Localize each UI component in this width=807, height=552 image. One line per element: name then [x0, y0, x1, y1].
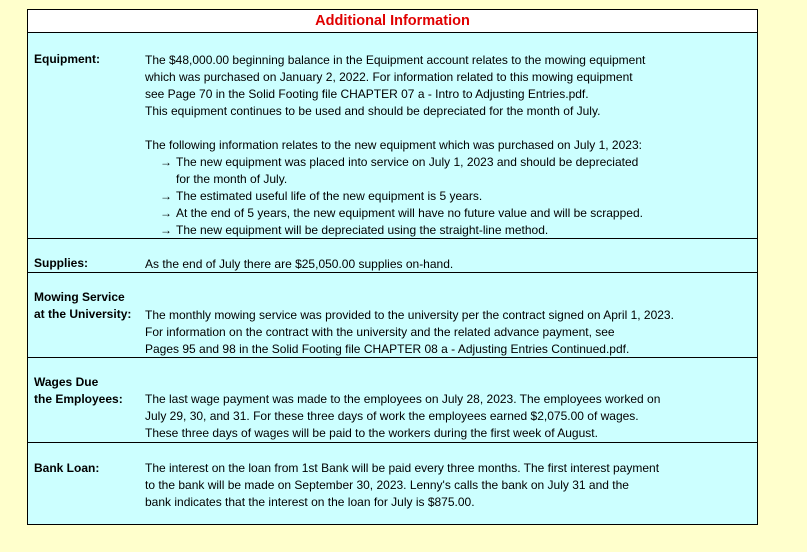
arrow-icon: → [160, 223, 172, 237]
mowing-line: For information on the contract with the university and the related advance payment, see [145, 325, 615, 339]
bullet-text: The estimated useful life of the new equipment is 5 years. [176, 189, 483, 203]
wages-label [34, 374, 123, 408]
wages-section [28, 358, 757, 443]
supplies-text [145, 256, 745, 273]
equipment-line: This equipment continues to be used and should be depreciated for the month of July. [145, 104, 601, 118]
new-equipment-intro: The following information relates to the new equipment which was purchased on July 1, 2023: [145, 138, 642, 152]
bullet-item [145, 188, 745, 205]
equipment-text [145, 52, 745, 239]
panel-title: Additional Information [28, 10, 757, 33]
equipment-line: see Page 70 in the Solid Footing file CHAPTER 07 a - Intro to Adjusting Entries.pdf. [145, 87, 589, 101]
wages-line: The last wage payment was made to the employees on July 28, 2023. The employees worked on [145, 392, 661, 406]
loan-line: bank indicates that the interest on the loan for July is $875.00. [145, 495, 475, 509]
mowing-label-line: Mowing Service [34, 290, 125, 304]
bullet-text: The new equipment will be depreciated using the straight-line method. [176, 223, 549, 237]
wages-line: These three days of wages will be paid to the workers during the first week of August. [145, 426, 598, 440]
mowing-line: The monthly mowing service was provided to the university per the contract signed on April 1, 2023. [145, 308, 674, 322]
bullet-item [145, 222, 745, 239]
loan-line: The interest on the loan from 1st Bank will be paid every three months. The first interest payment [145, 461, 660, 475]
loan-text [145, 460, 745, 511]
bullet-item [145, 205, 745, 222]
supplies-label: Supplies: [34, 256, 89, 270]
wages-line: July 29, 30, and 31. For these three days of work the employees earned $2,075.00 of wages. [145, 409, 639, 423]
mowing-label-line: at the University: [34, 307, 132, 321]
arrow-icon: → [160, 189, 172, 203]
arrow-icon: → [160, 206, 172, 220]
bullet-item [145, 154, 745, 171]
mowing-text [145, 307, 745, 358]
supplies-line: As the end of July there are $25,050.00 supplies on-hand. [145, 257, 454, 271]
wages-label-line: the Employees: [34, 392, 123, 406]
equipment-section [28, 33, 757, 239]
loan-label: Bank Loan: [34, 461, 100, 475]
supplies-section [28, 239, 757, 273]
bullet-text: The new equipment was placed into service on July 1, 2023 and should be depreciated [176, 155, 639, 169]
mowing-label [34, 289, 131, 323]
bullet-continuation: for the month of July. [176, 172, 288, 186]
equipment-line: The $48,000.00 beginning balance in the Equipment account relates to the mowing equipment [145, 53, 646, 67]
bullet-text: At the end of 5 years, the new equipment will have no future value and will be scrapped. [176, 206, 643, 220]
arrow-icon: → [160, 155, 172, 169]
equipment-line: which was purchased on January 2, 2022. For information related to this mowing equipment [145, 70, 633, 84]
mowing-line: Pages 95 and 98 in the Solid Footing file CHAPTER 08 a - Adjusting Entries Continued.pdf. [145, 342, 630, 356]
equipment-label: Equipment: [34, 52, 100, 66]
wages-text [145, 391, 745, 442]
additional-info-panel [27, 9, 758, 525]
mowing-section [28, 273, 757, 358]
loan-section [28, 443, 757, 525]
wages-label-line: Wages Due [34, 375, 99, 389]
loan-line: to the bank will be made on September 30, 2023. Lenny's calls the bank on July 31 and the [145, 478, 629, 492]
